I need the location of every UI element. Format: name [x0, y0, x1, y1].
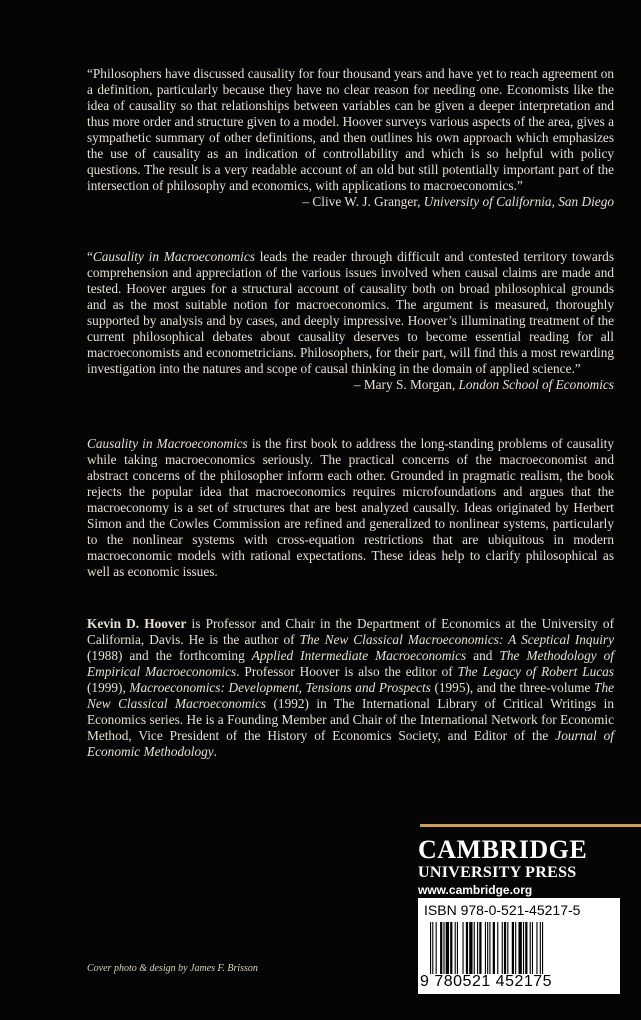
barcode-bar: [436, 922, 437, 974]
barcode-bar: [507, 922, 508, 974]
barcode-panel: [418, 898, 620, 994]
publisher-url: www.cambridge.org: [418, 883, 533, 897]
barcode-bar: [479, 922, 481, 974]
barcode-bar: [474, 922, 475, 974]
bio-title: The Legacy of Robert Lucas: [457, 664, 614, 679]
quote-attribution: [87, 194, 614, 210]
bio-segment: (1992) in The International Library of Critical Writings in Economics series. He is a Founding Member and Chair of the International Network for Economic Method, Vice President of the History of Economics Society, and Editor of the: [87, 696, 614, 743]
bio-title: The Methodology of Empirical Macroeconomics: [87, 648, 614, 679]
quote-text: [87, 66, 614, 194]
quote-attribution: [87, 377, 614, 393]
barcode-bar: [518, 922, 521, 974]
bio-title: The New Classical Macroeconomics: A Sceptical Inquiry: [299, 632, 614, 647]
quote-body: “Philosophers have discussed causality for four thousand years and have yet to reach agreement on a definition, particularly because they have no clear reason for needing one. Economists like the idea of causality so that relationships between variables can be given a deeper interpretation and thus more order and structure given to a model. Hoover surveys various aspects of the area, gives a sympathetic summary of other definitions, and then outlines his own approach which emphasizes the use of causality as an indication of controllability and which is so helpful with policy questions. The result is a very readable account of an old but still potentially important part of the intersection of philosophy and economics, with applications to macroeconomics.”: [87, 66, 614, 193]
barcode-bar: [485, 922, 486, 974]
barcode-bar: [457, 922, 458, 974]
author-name: Kevin D. Hoover: [87, 616, 187, 631]
open-quote: “: [87, 249, 93, 264]
attribution-name: – Clive W. J. Granger,: [302, 194, 424, 209]
barcode-bar: [446, 922, 449, 974]
bio-segment: (1999),: [87, 680, 130, 695]
bio-segment: (1995), and the three-volume: [430, 680, 595, 695]
barcode-bar: [466, 922, 468, 974]
bio-title: Macroeconomics: Development, Tensions and Prospects: [129, 680, 431, 695]
barcode-bar: [536, 922, 537, 974]
quote-text: [87, 249, 614, 377]
endorsement-morgan: [87, 249, 614, 393]
barcode-bar: [432, 922, 433, 974]
barcode-bar: [462, 922, 463, 974]
bio-title: The New Classical Macroeconomics: [87, 680, 614, 711]
barcode-bar: [493, 922, 495, 974]
bio-title: Journal of Economic Methodology: [87, 728, 614, 759]
barcode-bar: [530, 922, 531, 974]
barcode-bar: [515, 922, 516, 974]
book-title: Causality in Macroeconomics: [87, 436, 248, 451]
attribution-affiliation: London School of Economics: [458, 377, 614, 392]
barcode-bar: [542, 922, 543, 974]
bio-title: Applied Intermediate Macroeconomics: [251, 648, 467, 663]
barcode-bar: [443, 922, 444, 974]
barcode-bar: [540, 922, 541, 974]
cover-credit: Cover photo & design by James F. Brisson: [87, 963, 258, 974]
barcode-bar: [489, 922, 490, 974]
publisher-logo: [418, 836, 628, 898]
bio-segment: is Professor and Chair in the Department of Economics at the University of California, Davis. He is the author of: [87, 616, 614, 647]
book-title: Causality in Macroeconomics: [92, 249, 255, 264]
publisher-press: UNIVERSITY PRESS: [418, 864, 577, 881]
barcode-bar: [523, 922, 524, 974]
publisher-name: CAMBRIDGE: [418, 835, 588, 864]
isbn-label: ISBN 978-0-521-45217-5: [424, 902, 581, 918]
bio-segment: (1988) and the forthcoming: [87, 648, 252, 663]
barcode-bars: [430, 922, 612, 974]
barcode-bar: [455, 922, 456, 974]
book-description: [87, 436, 614, 580]
barcode-bar: [469, 922, 472, 974]
barcode-bar: [477, 922, 478, 974]
barcode-bar: [430, 922, 431, 974]
barcode-bar: [450, 922, 452, 974]
barcode-bar: [525, 922, 527, 974]
bio-segment: and: [466, 648, 500, 663]
barcode-digits: 9 780521 452175: [420, 973, 553, 990]
bio-text: [87, 616, 614, 760]
author-bio: [87, 616, 614, 760]
description-text: [87, 436, 614, 580]
quote-body: leads the reader through difficult and contested territory towards comprehension and appreciation of the various issues involved when causal claims are made and tested. Hoover argues for a structural account of causality both on broad philosophical grounds and as the most suitable notion for macroeconomics. The argument is measured, thoroughly supported by analysis and by cases, and deeply impressive. Hoover’s illuminating treatment of the current philosophical debates about causality deserves to become essential reading for all macroeconomists and econometricians. Philosophers, for their part, will find this a most rewarding investigation into the natures and scope of causal thinking in the domain of applied science.”: [87, 249, 614, 376]
barcode-bar: [504, 922, 506, 974]
barcode-bar: [487, 922, 488, 974]
barcode-bar: [502, 922, 503, 974]
bio-segment: .: [213, 744, 217, 759]
barcode-bar: [440, 922, 442, 974]
bio-segment: . Professor Hoover is also the editor of: [236, 664, 458, 679]
publisher-rule: [420, 824, 641, 827]
endorsement-granger: [87, 66, 614, 210]
barcode-bar: [532, 922, 533, 974]
barcode-bar: [497, 922, 498, 974]
barcode-bar: [512, 922, 514, 974]
attribution-name: – Mary S. Morgan,: [353, 377, 459, 392]
description-body: is the first book to address the long-standing problems of causality while taking macroeconomics seriously. The practical concerns of the macroeconomist and abstract concerns of the philosopher inform each other. Grounded in pragmatic realism, the book rejects the popular idea that macroeconomics requires microfoundations and argues that the macroeconomy is a set of structures that are best analyzed causally. Ideas originated by Herbert Simon and the Cowles Commission are refined and generalized to nonlinear systems, particularly to the nonlinear systems with cross-equation restrictions that are ubiquitous in modern macroeconomic models with rational expectations. These ideas help to clarify philosophical as well as economic issues.: [87, 436, 615, 579]
attribution-affiliation: University of California, San Diego: [423, 194, 614, 209]
